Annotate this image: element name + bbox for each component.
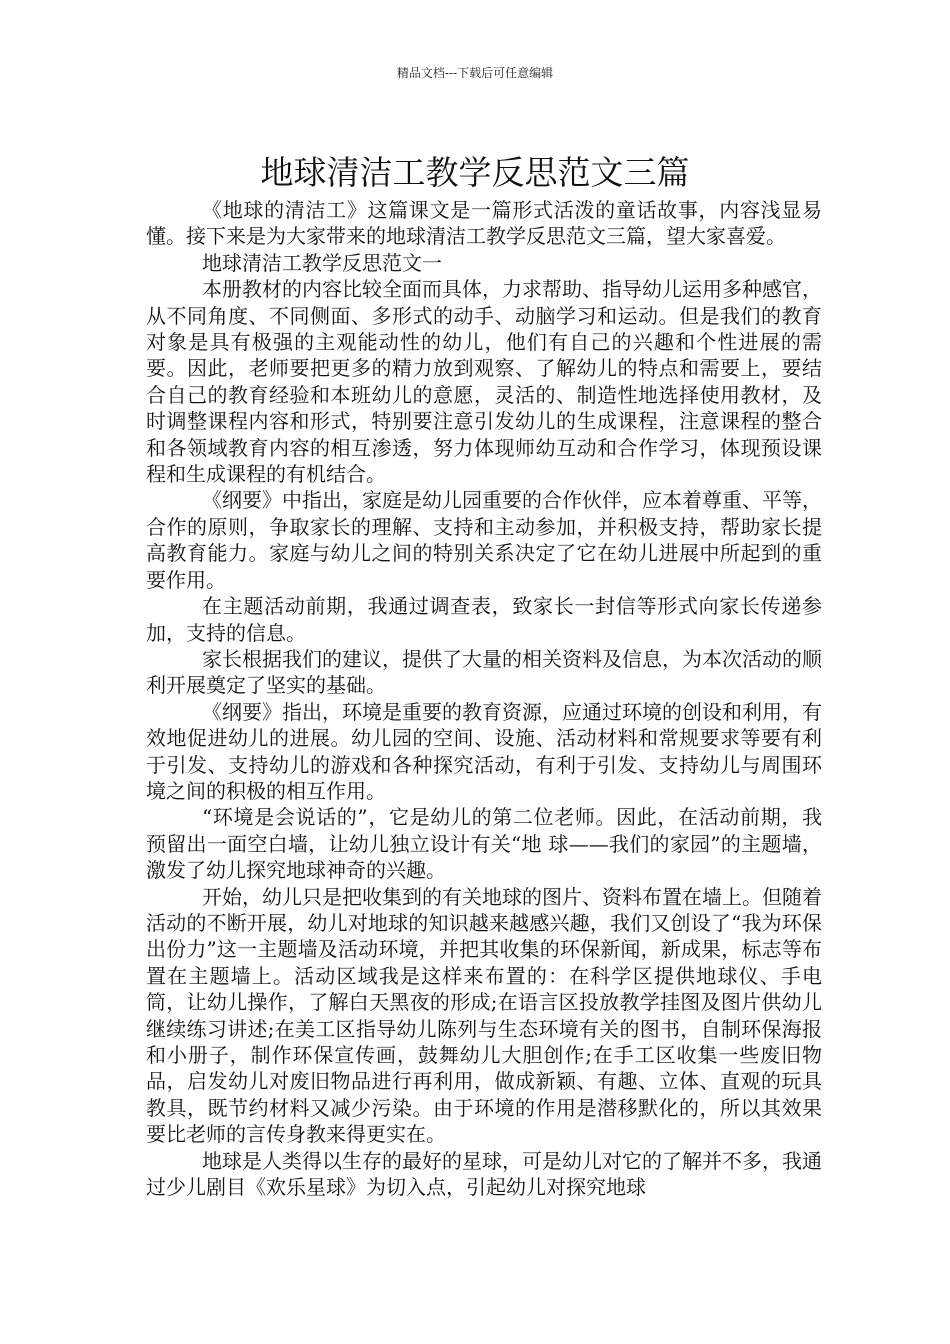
paragraph: 开始，幼儿只是把收集到的有关地球的图片、资料布置在墙上。但随着活动的不断开展，幼儿对地球的知识越来越感兴趣，我们又创设了“我为环保出份力”这一主题墙及活动环境，并把其收集的环保新闻，新成果，标志等布置在主题墙上。活动区域我是这样来布置的：在科学区提供地球仪、手电筒，让幼儿操作，了解白天黑夜的形成;在语言区投放教学挂图及图片供幼儿继续练习讲述;在美工区指导幼儿陈列与生态环境有关的图书，自制环保海报和小册子，制作环保宣传画，鼓舞幼儿大胆创作;在手工区收集一些废旧物品，启发幼儿对废旧物品进行再利用，做成新颖、有趣、立体、直观的玩具教具，既节约材料又减少污染。由于环境的作用是潜移默化的，所以其效果要比老师的言传身教来得更实在。 <box>146 884 822 1147</box>
paragraph: 《纲要》中指出，家庭是幼儿园重要的合作伙伴，应本着尊重、平等，合作的原则，争取家长的理解、支持和主动参加，并积极支持，帮助家长提高教育能力。家庭与幼儿之间的特别关系决定了它在幼儿进展中所起到的重要作用。 <box>146 488 822 592</box>
paragraph: 家长根据我们的建议，提供了大量的相关资料及信息，为本次活动的顺利开展奠定了坚实的基础。 <box>146 646 822 698</box>
header-note: 精品文档---下载后可任意编辑 <box>396 66 554 80</box>
paragraph: 《纲要》指出，环境是重要的教育资源，应通过环境的创设和利用，有效地促进幼儿的进展。幼儿园的空间、设施、活动材料和常规要求等要有利于引发、支持幼儿的游戏和各种探究活动，有利于引发、支持幼儿与周围环境之间的积极的相互作用。 <box>146 699 822 803</box>
paragraph: 在主题活动前期，我通过调查表，致家长一封信等形式向家长传递参加，支持的信息。 <box>146 594 822 645</box>
document-title: 地球清洁工教学反思范文三篇 <box>260 153 690 193</box>
paragraph: 本册教材的内容比较全面而具体，力求帮助、指导幼儿运用多种感官，从不同角度、不同侧面、多形式的动手、动脑学习和运动。但是我们的教育对象是具有极强的主观能动性的幼儿，他们有自己的兴趣和个性进展的需要。因此，老师要把更多的精力放到观察、了解幼儿的特点和需要上，要结合自己的教育经验和本班幼儿的意愿，灵活的、制造性地选择使用教材，及时调整课程内容和形式，特别要注意引发幼儿的生成课程，注意课程的整合和各领域教育内容的相互渗透，努力体现师幼互动和合作学习，体现预设课程和生成课程的有机结合。 <box>146 277 822 487</box>
paragraph: “环境是会说话的”，它是幼儿的第二位老师。因此，在活动前期，我预留出一面空白墙，让幼儿独立设计有关“地 球——我们的家园”的主题墙，激发了幼儿探究地球神奇的兴趣。 <box>146 805 822 883</box>
section-heading: 地球清洁工教学反思范文一 <box>202 250 442 275</box>
document-body <box>146 197 822 1200</box>
paragraph-intro: 《地球的清洁工》这篇课文是一篇形式活泼的童话故事，内容浅显易懂。接下来是为大家带来的地球清洁工教学反思范文三篇，望大家喜爱。 <box>146 198 822 249</box>
paragraph: 地球是人类得以生存的最好的星球，可是幼儿对它的了解并不多，我通过少儿剧目《欢乐星球》为切入点，引起幼儿对探究地球 <box>146 1148 822 1200</box>
